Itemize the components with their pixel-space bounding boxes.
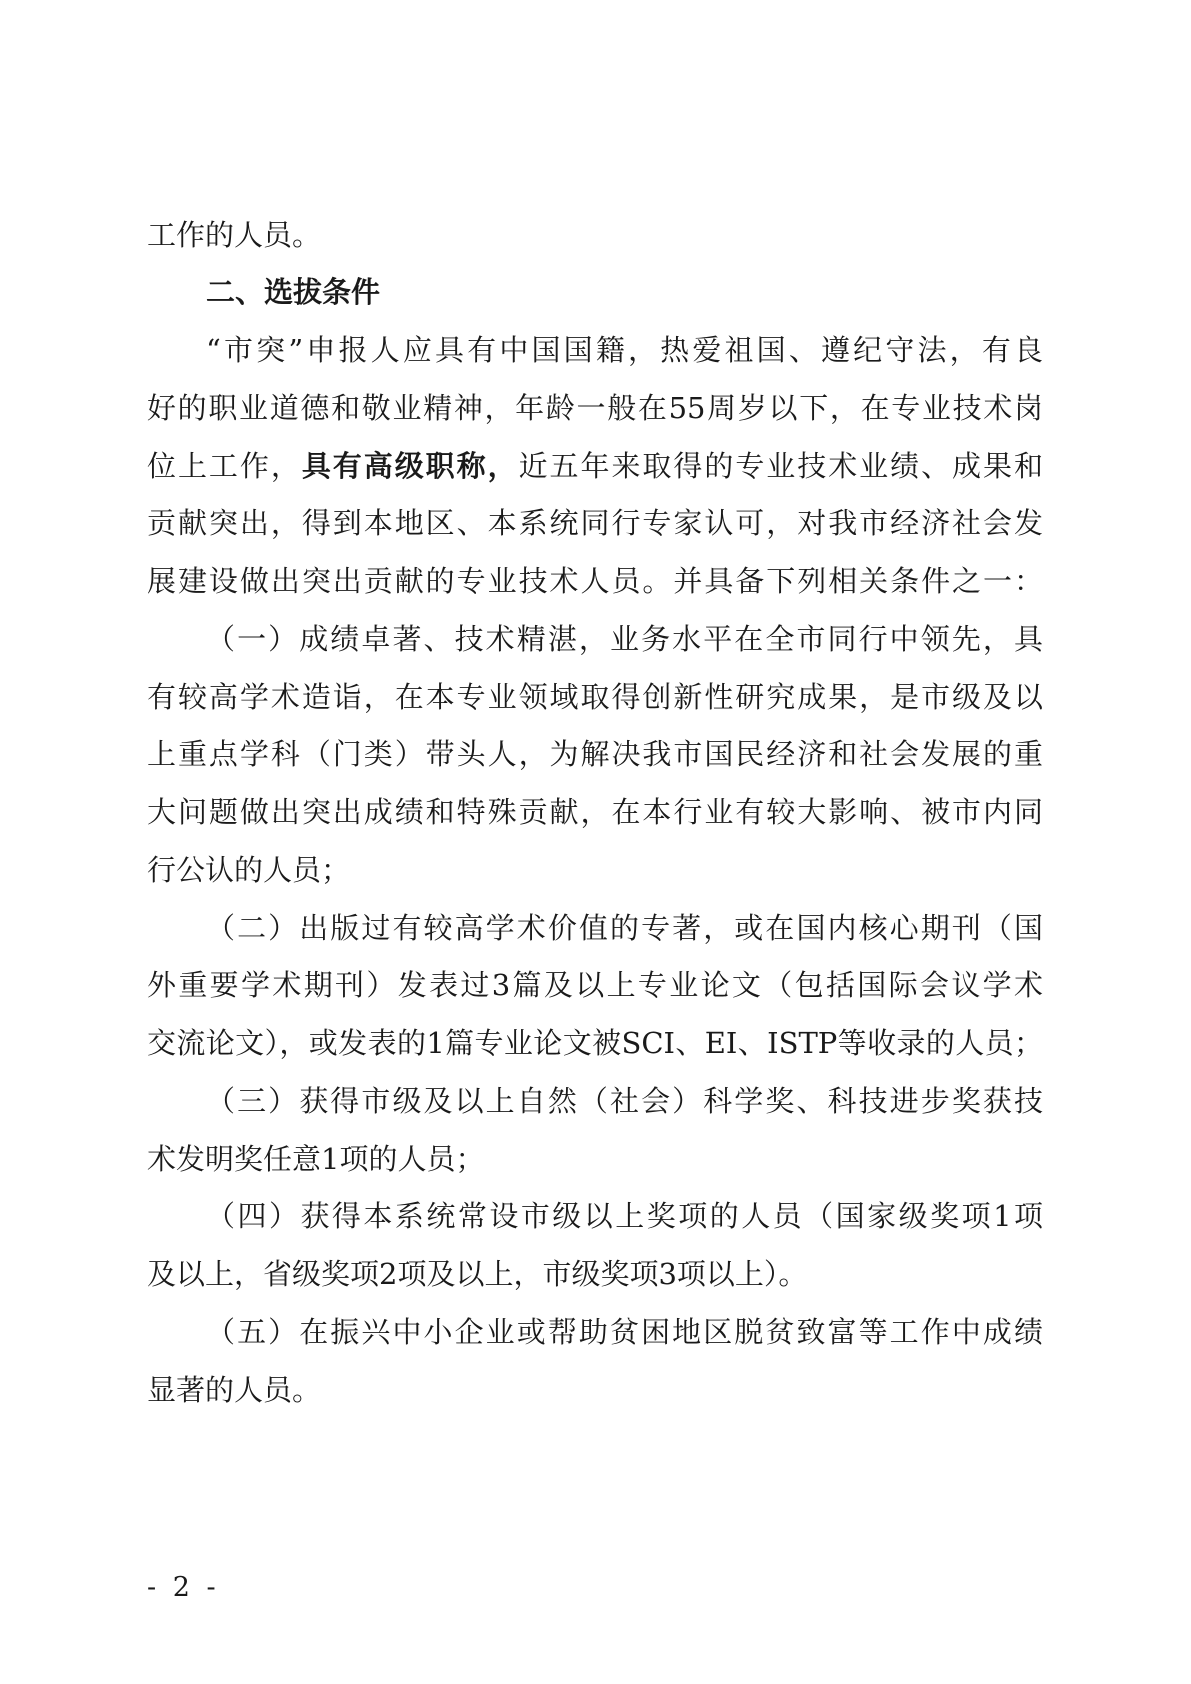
item-1-line-3: 上重点学科（门类）带头人，为解决我市国民经济和社会发展的重 <box>147 737 1043 771</box>
intro-line-3-before: 位上工作， <box>147 449 302 483</box>
item-2-line-2: 外重要学术期刊）发表过3篇及以上专业论文（包括国际会议学术 <box>147 968 1043 1002</box>
intro-line-2: 好的职业道德和敬业精神，年龄一般在55周岁以下，在专业技术岗 <box>147 391 1043 425</box>
intro-line-4: 贡献突出，得到本地区、本系统同行专家认可，对我市经济社会发 <box>147 506 1043 540</box>
intro-line-1: “市突”申报人应具有中国国籍，热爱祖国、遵纪守法，有良 <box>206 333 1043 367</box>
item-1-line-1: （一）成绩卓著、技术精湛，业务水平在全市同行中领先，具 <box>206 622 1043 656</box>
intro-line-3 <box>147 446 1043 486</box>
item-2-line-3: 交流论文），或发表的1篇专业论文被SCI、EI、ISTP等收录的人员； <box>147 1026 1043 1060</box>
page-number: - 2 - <box>147 1572 220 1603</box>
intro-line-5: 展建设做出突出贡献的专业技术人员。并具备下列相关条件之一： <box>147 564 1043 598</box>
item-3-line-2: 术发明奖任意1项的人员； <box>147 1142 485 1176</box>
item-2-line-1: （二）出版过有较高学术价值的专著，或在国内核心期刊（国 <box>206 911 1043 945</box>
section-heading: 二、选拔条件 <box>206 275 381 309</box>
item-1-line-2: 有较高学术造诣，在本专业领域取得创新性研究成果，是市级及以 <box>147 680 1043 714</box>
intro-line-3-after: 近五年来取得的专业技术业绩、成果和 <box>518 449 1043 483</box>
item-1-line-5: 行公认的人员； <box>147 853 351 887</box>
item-3-line-1: （三）获得市级及以上自然（社会）科学奖、科技进步奖获技 <box>206 1084 1043 1118</box>
item-5-line-1: （五）在振兴中小企业或帮助贫困地区脱贫致富等工作中成绩 <box>206 1315 1043 1349</box>
item-4-line-2: 及以上，省级奖项2项及以上，市级奖项3项以上）。 <box>147 1257 808 1291</box>
bold-senior-title: 具有高级职称， <box>301 449 519 483</box>
continuation-text: 工作的人员。 <box>147 218 322 252</box>
item-4-line-1: （四）获得本系统常设市级以上奖项的人员（国家级奖项1项 <box>206 1199 1043 1233</box>
item-5-line-2: 显著的人员。 <box>147 1373 322 1407</box>
item-1-line-4: 大问题做出突出成绩和特殊贡献，在本行业有较大影响、被市内同 <box>147 795 1043 829</box>
